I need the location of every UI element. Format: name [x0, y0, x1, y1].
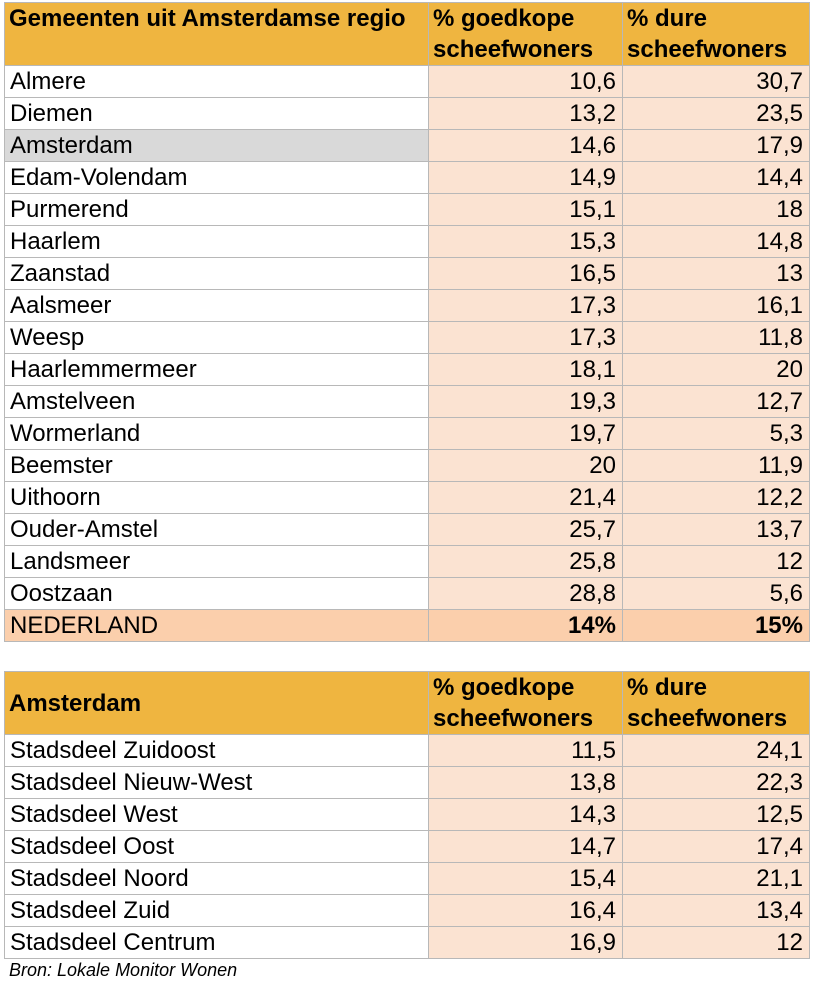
row-name: Landsmeer	[5, 546, 429, 578]
row-name: Purmerend	[5, 194, 429, 226]
row-name: Almere	[5, 66, 429, 98]
table-row	[5, 386, 810, 418]
row-goedkoop: 28,8	[429, 578, 623, 610]
row-name: Haarlemmermeer	[5, 354, 429, 386]
regio-table	[4, 2, 810, 642]
table-row	[5, 514, 810, 546]
row-goedkoop: 19,7	[429, 418, 623, 450]
row-duur: 20	[623, 354, 810, 386]
row-goedkoop: 13,8	[429, 767, 623, 799]
amsterdam-table	[4, 671, 810, 959]
row-goedkoop: 16,9	[429, 927, 623, 959]
row-goedkoop: 17,3	[429, 322, 623, 354]
row-duur: 16,1	[623, 290, 810, 322]
total-duur: 15%	[623, 610, 810, 642]
row-name: Stadsdeel Zuid	[5, 895, 429, 927]
row-name: Stadsdeel Oost	[5, 831, 429, 863]
row-goedkoop: 15,1	[429, 194, 623, 226]
row-goedkoop: 16,4	[429, 895, 623, 927]
row-duur: 14,4	[623, 162, 810, 194]
row-goedkoop: 17,3	[429, 290, 623, 322]
row-goedkoop: 15,3	[429, 226, 623, 258]
row-name: Haarlem	[5, 226, 429, 258]
row-goedkoop: 14,6	[429, 130, 623, 162]
row-name: Zaanstad	[5, 258, 429, 290]
header-row	[5, 672, 810, 735]
row-duur: 24,1	[623, 735, 810, 767]
row-duur: 5,3	[623, 418, 810, 450]
row-duur: 5,6	[623, 578, 810, 610]
row-goedkoop: 16,5	[429, 258, 623, 290]
row-goedkoop: 20	[429, 450, 623, 482]
row-name: Stadsdeel Nieuw-West	[5, 767, 429, 799]
table-row	[5, 578, 810, 610]
row-duur: 18	[623, 194, 810, 226]
row-name: Ouder-Amstel	[5, 514, 429, 546]
row-goedkoop: 11,5	[429, 735, 623, 767]
table-row	[5, 831, 810, 863]
table-row	[5, 863, 810, 895]
table-row	[5, 418, 810, 450]
row-duur: 30,7	[623, 66, 810, 98]
column-header-gemeente: Gemeenten uit Amsterdamse regio	[5, 3, 429, 66]
table-row	[5, 735, 810, 767]
table-row	[5, 290, 810, 322]
source-note: Bron: Lokale Monitor Wonen	[9, 960, 238, 980]
row-name: Amstelveen	[5, 386, 429, 418]
row-goedkoop: 25,8	[429, 546, 623, 578]
row-duur: 14,8	[623, 226, 810, 258]
row-duur: 12	[623, 927, 810, 959]
header-row	[5, 3, 810, 66]
table-row	[5, 130, 810, 162]
table-row	[5, 194, 810, 226]
table-row	[5, 162, 810, 194]
row-name: Edam-Volendam	[5, 162, 429, 194]
table-row	[5, 482, 810, 514]
column-header-goedkoop: % goedkope scheefwoners	[429, 672, 623, 735]
row-goedkoop: 10,6	[429, 66, 623, 98]
row-name: Wormerland	[5, 418, 429, 450]
row-duur: 13	[623, 258, 810, 290]
table-row	[5, 927, 810, 959]
row-duur: 12,5	[623, 799, 810, 831]
column-header-duur: % dure scheefwoners	[623, 3, 810, 66]
table-row	[5, 895, 810, 927]
row-duur: 11,9	[623, 450, 810, 482]
row-duur: 12	[623, 546, 810, 578]
row-name: Stadsdeel West	[5, 799, 429, 831]
row-duur: 13,4	[623, 895, 810, 927]
table-row	[5, 258, 810, 290]
row-duur: 17,4	[623, 831, 810, 863]
row-name: Amsterdam	[5, 130, 429, 162]
table-row	[5, 66, 810, 98]
table-row	[5, 767, 810, 799]
table-row	[5, 354, 810, 386]
row-duur: 21,1	[623, 863, 810, 895]
table-row	[5, 322, 810, 354]
row-goedkoop: 19,3	[429, 386, 623, 418]
row-name: Stadsdeel Centrum	[5, 927, 429, 959]
row-duur: 23,5	[623, 98, 810, 130]
total-goedkoop: 14%	[429, 610, 623, 642]
row-name: Diemen	[5, 98, 429, 130]
row-goedkoop: 14,7	[429, 831, 623, 863]
total-name: NEDERLAND	[5, 610, 429, 642]
column-header-goedkoop: % goedkope scheefwoners	[429, 3, 623, 66]
row-name: Stadsdeel Noord	[5, 863, 429, 895]
table-row	[5, 546, 810, 578]
row-name: Stadsdeel Zuidoost	[5, 735, 429, 767]
row-name: Uithoorn	[5, 482, 429, 514]
total-row	[5, 610, 810, 642]
row-goedkoop: 15,4	[429, 863, 623, 895]
row-goedkoop: 14,3	[429, 799, 623, 831]
row-name: Weesp	[5, 322, 429, 354]
column-header-stadsdeel: Amsterdam	[5, 672, 429, 735]
row-goedkoop: 14,9	[429, 162, 623, 194]
row-name: Oostzaan	[5, 578, 429, 610]
row-goedkoop: 25,7	[429, 514, 623, 546]
row-duur: 13,7	[623, 514, 810, 546]
row-name: Aalsmeer	[5, 290, 429, 322]
table-row	[5, 450, 810, 482]
table-row	[5, 98, 810, 130]
table-row	[5, 799, 810, 831]
row-duur: 12,7	[623, 386, 810, 418]
row-duur: 12,2	[623, 482, 810, 514]
row-goedkoop: 21,4	[429, 482, 623, 514]
row-duur: 22,3	[623, 767, 810, 799]
row-duur: 11,8	[623, 322, 810, 354]
row-duur: 17,9	[623, 130, 810, 162]
row-name: Beemster	[5, 450, 429, 482]
column-header-duur: % dure scheefwoners	[623, 672, 810, 735]
table-row	[5, 226, 810, 258]
row-goedkoop: 18,1	[429, 354, 623, 386]
row-goedkoop: 13,2	[429, 98, 623, 130]
